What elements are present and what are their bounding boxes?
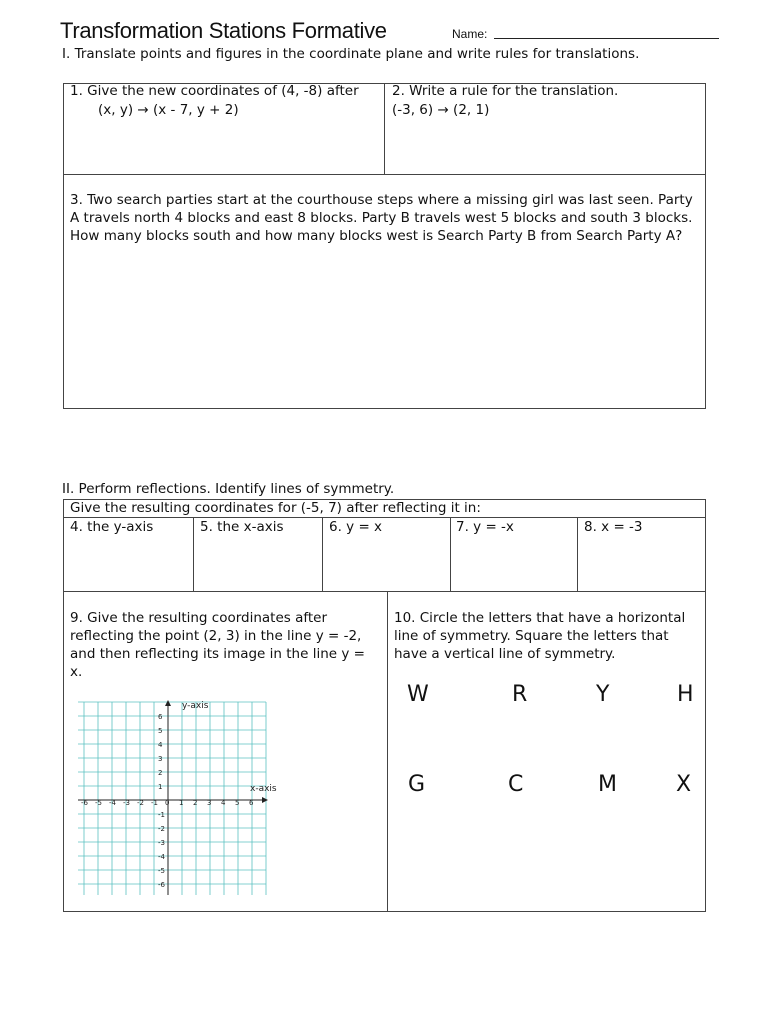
y-axis-arrow-icon	[165, 700, 171, 706]
question-6: 6. y = x	[329, 519, 383, 535]
table-header-text: Give the resulting coordinates for (-5, 7) after reflecting it in:	[70, 500, 481, 516]
question-8: 8. x = -3	[584, 519, 643, 535]
letter-g[interactable]: G	[408, 772, 426, 797]
x-tick-label: -5	[95, 799, 102, 807]
x-tick-label: -1	[151, 799, 158, 807]
question-4: 4. the y-axis	[70, 519, 154, 535]
section-2-heading: II. Perform reflections. Identify lines of symmetry.	[62, 481, 395, 497]
question-3-text: 3. Two search parties start at the courthouse steps where a missing girl was last seen. Party A travels north 4 blocks and east 8 blocks. Party B travels west 5 blocks and south 3 blocks. How many blocks south and how many blocks west is Search Party B from Search Party A?	[70, 192, 693, 244]
letter-m[interactable]: M	[598, 772, 617, 797]
x-tick-label: -4	[109, 799, 116, 807]
axes	[78, 700, 268, 895]
x-tick-label: 4	[221, 799, 226, 807]
question-9-text: 9. Give the resulting coordinates after reflecting the point (2, 3) in the line y = -2, and then reflecting its image in the line y = x.	[70, 610, 365, 680]
letter-x[interactable]: X	[676, 772, 692, 797]
letter-w[interactable]: W	[407, 682, 429, 707]
y-tick-label: 2	[158, 769, 163, 777]
x-axis-arrow-icon	[262, 797, 268, 803]
col-divider-2	[322, 517, 323, 591]
letter-h[interactable]: H	[677, 682, 694, 707]
y-tick-label: 1	[158, 783, 163, 791]
question-1-line-2: (x, y) → (x - 7, y + 2)	[98, 102, 239, 118]
y-tick-label: -4	[158, 853, 165, 861]
y-tick-label: -1	[158, 811, 165, 819]
question-7: 7. y = -x	[456, 519, 514, 535]
y-tick-label: 5	[158, 727, 163, 735]
question-5: 5. the x-axis	[200, 519, 284, 535]
question-10-text: 10. Circle the letters that have a horizontal line of symmetry. Square the letters that have a vertical line of symmetry.	[394, 610, 686, 662]
y-tick-label: -3	[158, 839, 165, 847]
section-1-heading: I. Translate points and figures in the coordinate plane and write rules for translations.	[62, 46, 640, 62]
y-tick-label: 4	[158, 741, 163, 749]
y-tick-label: 3	[158, 755, 163, 763]
reflection-row-divider	[63, 591, 706, 592]
question-1-line-1: 1. Give the new coordinates of (4, -8) after	[70, 83, 359, 99]
q1-q2-divider	[384, 83, 385, 175]
x-axis-label: x-axis	[250, 784, 277, 794]
letter-r[interactable]: R	[512, 682, 528, 707]
name-blank-line[interactable]	[494, 38, 719, 39]
y-tick-label: -5	[158, 867, 165, 875]
x-tick-label: 1	[179, 799, 184, 807]
letter-c[interactable]: C	[508, 772, 524, 797]
x-tick-label: -3	[123, 799, 130, 807]
name-label: Name:	[452, 27, 488, 41]
col-divider-1	[193, 517, 194, 591]
question-2-line-2: (-3, 6) → (2, 1)	[392, 102, 490, 118]
x-tick-label: -6	[81, 799, 88, 807]
letter-y[interactable]: Y	[596, 682, 610, 707]
y-tick-label: -2	[158, 825, 165, 833]
question-2-line-1: 2. Write a rule for the translation.	[392, 83, 619, 99]
col-divider-4	[577, 517, 578, 591]
x-tick-label: 6	[249, 799, 254, 807]
x-tick-label: 2	[193, 799, 198, 807]
col-divider-3	[450, 517, 451, 591]
x-tick-label: -2	[137, 799, 144, 807]
worksheet-title: Transformation Stations Formative	[60, 18, 387, 43]
x-tick-label: 0	[165, 799, 170, 807]
y-tick-label: -6	[158, 881, 165, 889]
x-tick-label: 5	[235, 799, 240, 807]
coordinate-grid[interactable]	[78, 695, 288, 895]
y-tick-label: 6	[158, 713, 163, 721]
q3-top-divider	[63, 174, 706, 175]
x-tick-label: 3	[207, 799, 212, 807]
q9-q10-divider	[387, 591, 388, 912]
y-axis-label: y-axis	[182, 701, 209, 711]
